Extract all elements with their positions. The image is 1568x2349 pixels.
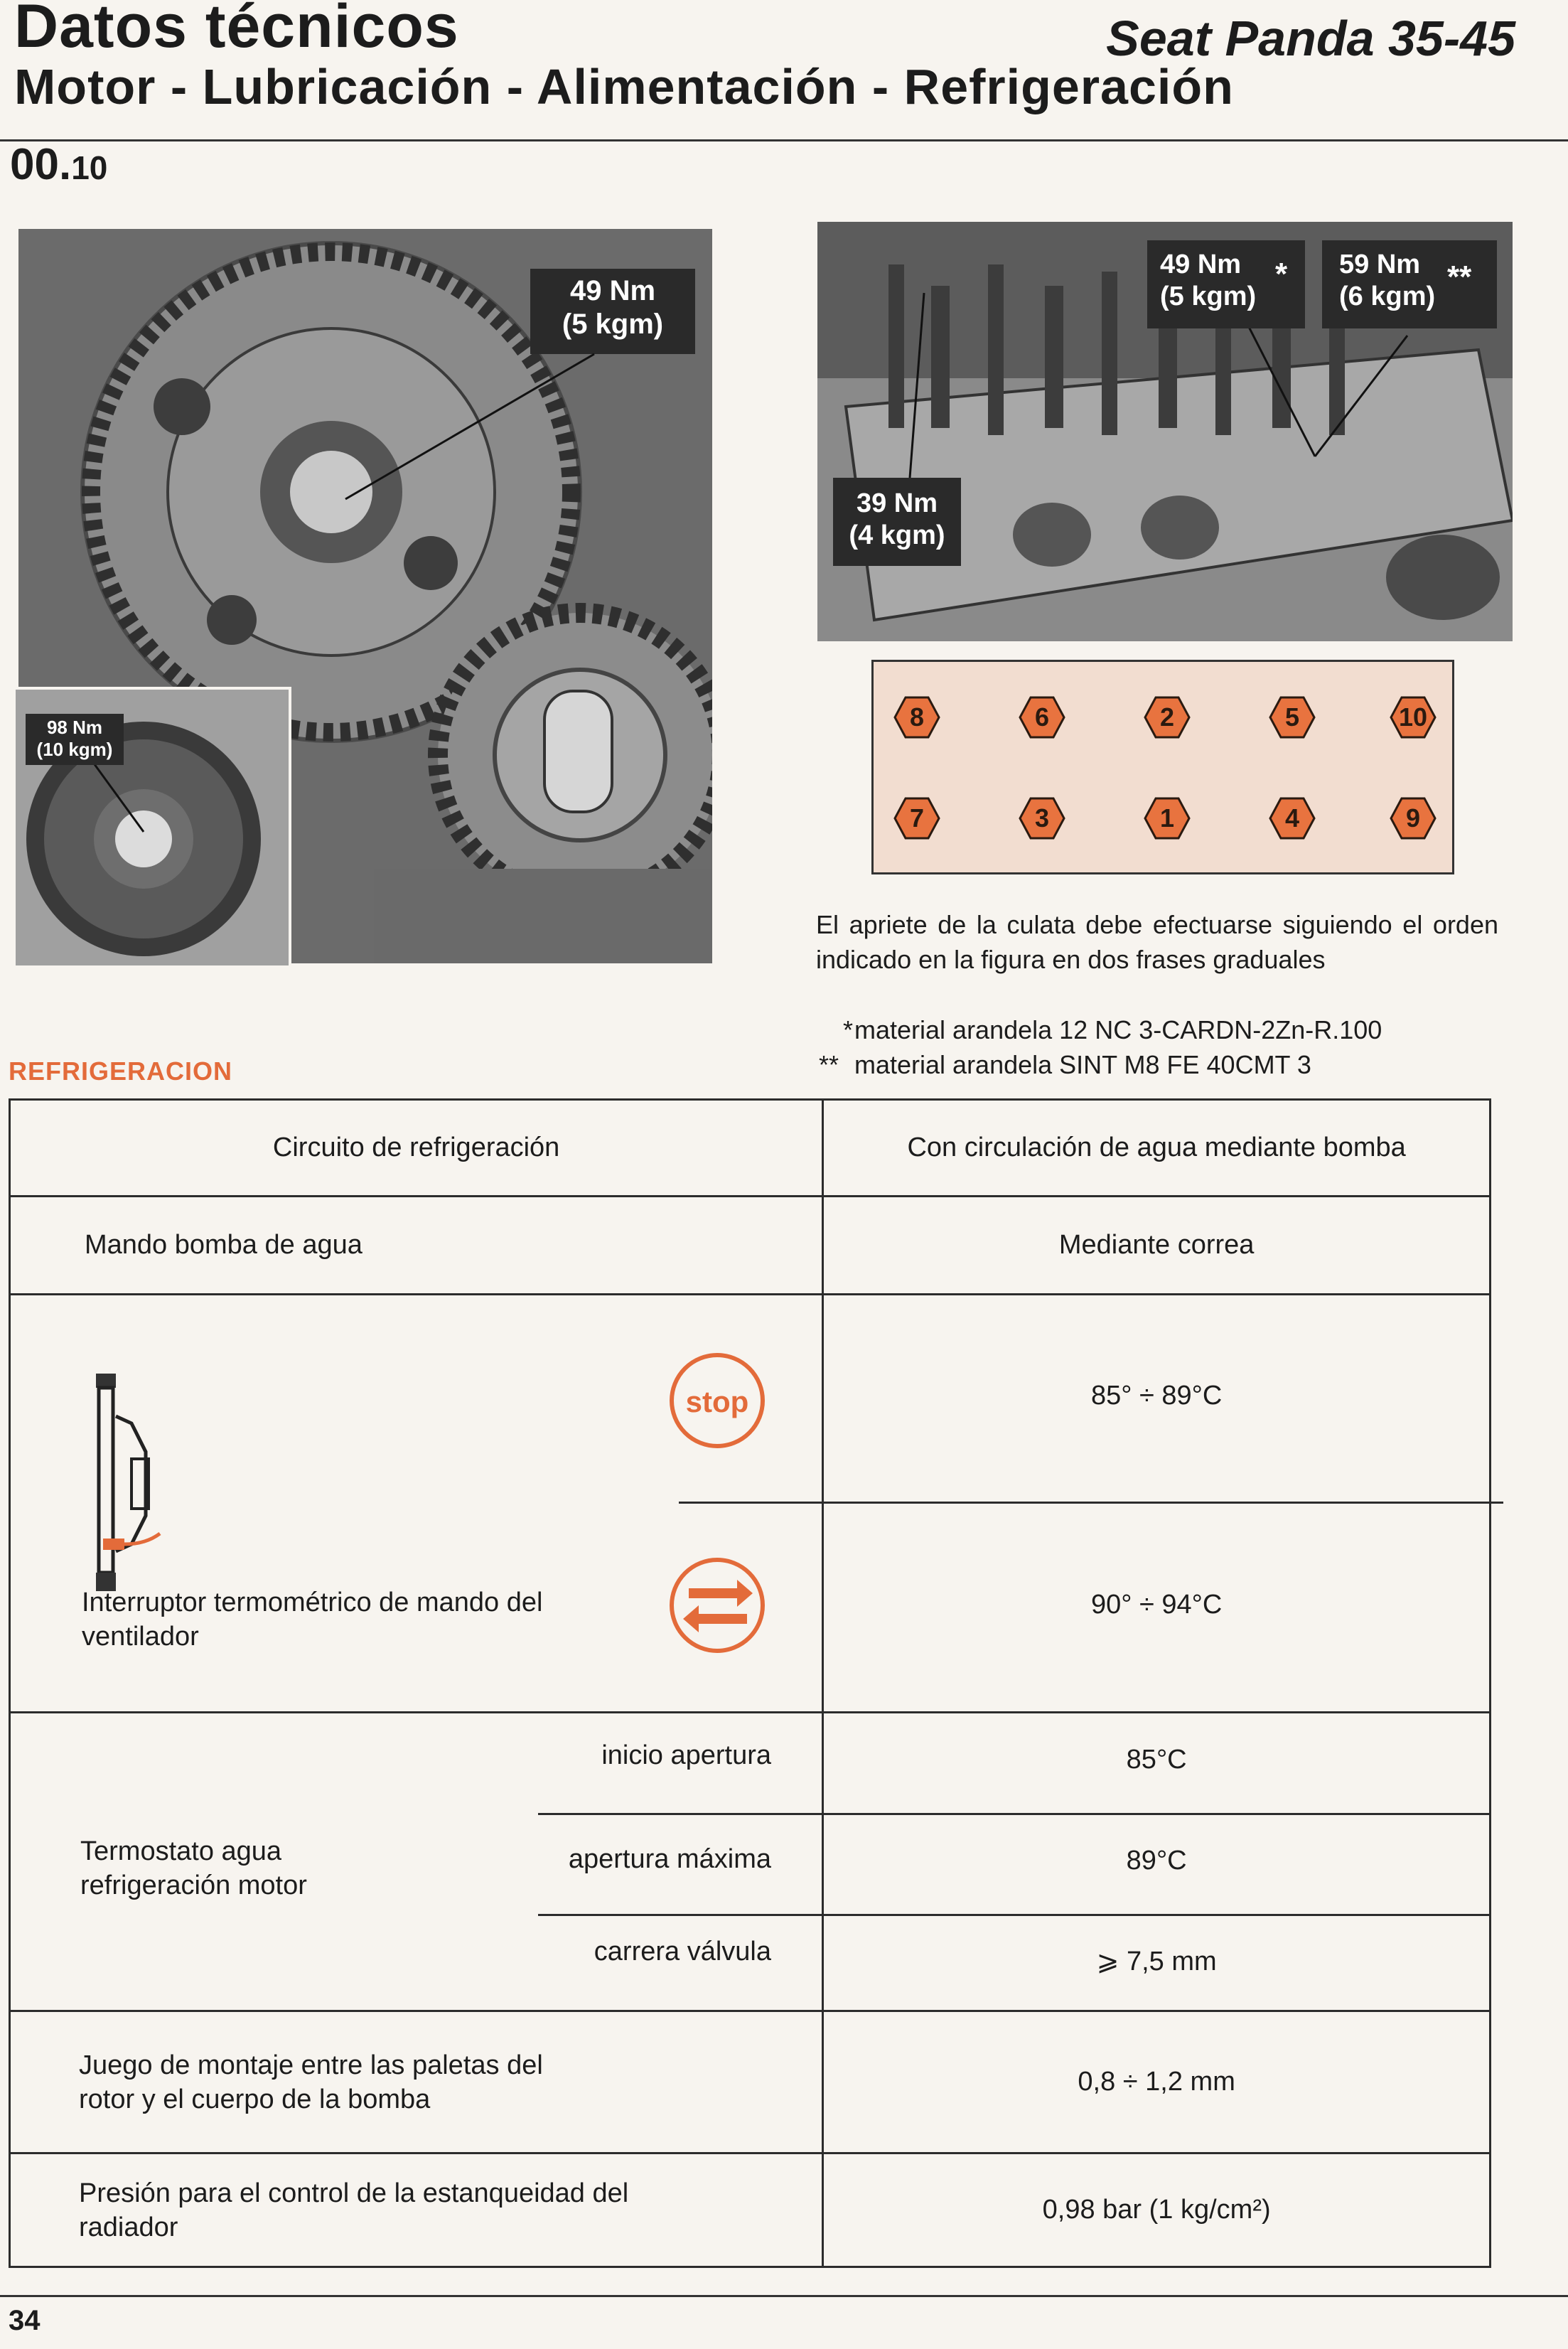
bolt-hex: [893, 696, 940, 739]
radiator-pressure-label: Presión para el control de la estanqueidad del radiador: [79, 2178, 629, 2242]
table-cell-value: Con circulación de agua mediante bomba: [823, 1100, 1491, 1197]
thermostat-cell: [10, 1713, 823, 2011]
section-code-main: 00.: [10, 140, 72, 189]
bolt-hex: [1390, 696, 1437, 739]
bolt-order-diagram: [871, 660, 1454, 874]
thermo-travel-label: carrera válvula: [594, 1937, 771, 1967]
radiator-pressure-value: 0,98 bar (1 kg/cm²): [823, 2153, 1491, 2267]
torque-value: 39 Nm: [856, 488, 938, 518]
bolt-number: 8: [909, 702, 925, 732]
thermostat-values: [823, 1713, 1491, 2011]
torque-label-stud: [1322, 240, 1497, 328]
torque-value-alt: (5 kgm): [562, 309, 664, 341]
torque-value-alt: (5 kgm): [1160, 281, 1257, 311]
cooling-spec-table: [9, 1098, 1491, 2268]
footnote-mark: **: [1447, 259, 1472, 294]
bolt-number: 1: [1159, 803, 1175, 833]
bolt-number: 7: [909, 803, 925, 833]
switch-stop-value: 85° ÷ 89°C: [1090, 1381, 1223, 1411]
footnote-1-mark: *: [842, 1015, 853, 1044]
bolt-hex: [1144, 696, 1191, 739]
row-divider: [824, 1914, 1489, 1916]
section-heading: REFRIGERACION: [9, 1056, 233, 1086]
thermostat-label: Termostato agua refrigeración motor: [80, 1836, 307, 1900]
torque-value: 49 Nm: [1160, 250, 1242, 279]
thermo-travel-value: ⩾ 7,5 mm: [1096, 1947, 1217, 1976]
cylinder-head-photo: [817, 222, 1513, 641]
bolt-number: 9: [1405, 803, 1421, 833]
pulley-inset-photo: [16, 687, 291, 965]
bolt-hex: [1144, 797, 1191, 840]
stop-text: stop: [685, 1385, 749, 1418]
bolt-hex: [1019, 696, 1065, 739]
header-rule: [0, 139, 1568, 141]
table-row: [10, 1100, 1491, 1197]
bolt-number: 6: [1034, 702, 1050, 732]
section-code-sub: 10: [71, 149, 108, 186]
page-number: 34: [9, 2305, 41, 2336]
footnote-1: material arandela 12 NC 3-CARDN-2Zn-R.100: [854, 1015, 1382, 1044]
table-row: [10, 1713, 1491, 2011]
table-row: [10, 2011, 1491, 2153]
table-cell-value: Mediante correa: [823, 1197, 1491, 1295]
bolt-hex: [1269, 797, 1316, 840]
fan-switch-label: Interruptor termométrico de mando del ventilador: [82, 1588, 543, 1652]
thermo-max-value: 89°C: [1126, 1846, 1187, 1876]
torque-value: 49 Nm: [569, 275, 656, 306]
bolt-number: 5: [1284, 702, 1300, 732]
footer-rule: [0, 2295, 1568, 2297]
bolt-hex: [1390, 797, 1437, 840]
vehicle-model: Seat Panda 35-45: [1106, 11, 1515, 66]
thermo-start-label: inicio apertura: [601, 1740, 771, 1770]
fan-switch-cell: [10, 1295, 823, 1713]
rotor-clearance-value: 0,8 ÷ 1,2 mm: [823, 2011, 1491, 2153]
bolt-hex: [1019, 797, 1065, 840]
bolt-number: 2: [1159, 702, 1175, 732]
rotor-clearance-label: Juego de montaje entre las paletas del rotor y el cuerpo de la bomba: [79, 2050, 543, 2114]
bolt-number: 4: [1284, 803, 1300, 833]
row-divider: [538, 1813, 829, 1815]
torque-value-alt: (10 kgm): [36, 738, 113, 760]
bolt-hex: [1269, 696, 1316, 739]
footnote-2: material arandela SINT M8 FE 40CMT 3: [854, 1050, 1311, 1079]
page-title: Datos técnicos: [14, 0, 459, 60]
bolt-hex: [893, 797, 940, 840]
table-cell-label: Circuito de refrigeración: [10, 1100, 823, 1197]
bolt-number: 3: [1034, 803, 1050, 833]
torque-value: 59 Nm: [1339, 250, 1421, 279]
page-subtitle: Motor - Lubricación - Alimentación - Refrigeración: [14, 59, 1234, 114]
torque-label-head-bolt: [833, 478, 961, 566]
table-row: [10, 1295, 1491, 1713]
torque-label-rocker: [1147, 240, 1305, 328]
row-divider: [538, 1914, 829, 1916]
switch-run-value: 90° ÷ 94°C: [1090, 1590, 1223, 1620]
section-code: [10, 139, 107, 190]
footnote-2-mark: **: [818, 1050, 839, 1079]
tightening-note: El apriete de la culata debe efectuarse siguiendo el orden indicado en la figura en dos frases graduales: [816, 910, 1498, 974]
thermo-max-label: apertura máxima: [568, 1844, 771, 1874]
circulation-arrows-icon: [669, 1557, 768, 1657]
torque-value-alt: (6 kgm): [1339, 281, 1436, 311]
thermo-start-value: 85°C: [1126, 1745, 1187, 1775]
torque-value-alt: (4 kgm): [849, 520, 945, 550]
footnote-mark: *: [1275, 257, 1288, 291]
bolt-number: 10: [1398, 702, 1428, 732]
fan-switch-values: [823, 1295, 1491, 1713]
table-cell-label: Mando bomba de agua: [10, 1197, 823, 1295]
thermo-switch-icon: [82, 1374, 181, 1594]
torque-value: 98 Nm: [46, 717, 103, 738]
table-row: [10, 1197, 1491, 1295]
table-row: [10, 2153, 1491, 2267]
torque-label-pulley: [26, 714, 124, 765]
row-divider: [824, 1813, 1489, 1815]
